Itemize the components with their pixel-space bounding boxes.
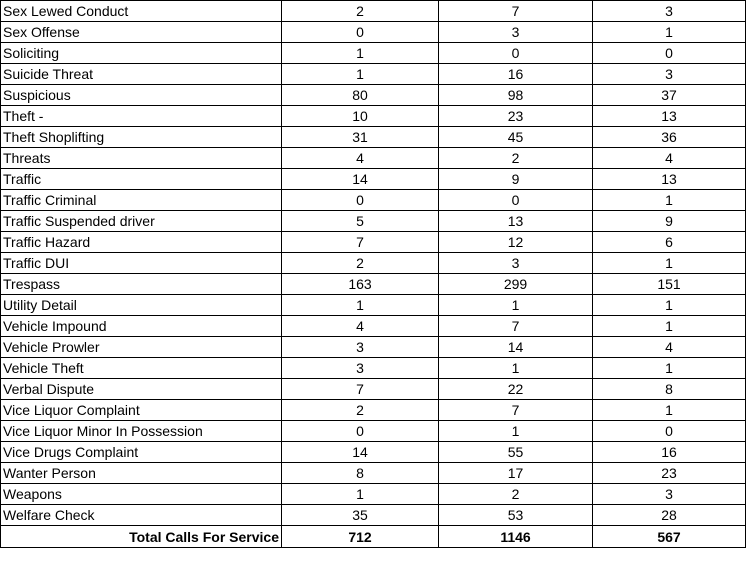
category-cell: Utility Detail: [1, 295, 282, 316]
value-cell-col-3: 3: [593, 1, 746, 22]
table-row: [1, 274, 746, 295]
table-row: [1, 400, 746, 421]
value-cell-col-1: 10: [282, 106, 439, 127]
category-cell: Sex Offense: [1, 22, 282, 43]
category-cell: Vehicle Theft: [1, 358, 282, 379]
value-cell-col-2: 299: [439, 274, 593, 295]
category-cell: Traffic DUI: [1, 253, 282, 274]
value-cell-col-2: 1: [439, 295, 593, 316]
value-cell-col-3: 1: [593, 295, 746, 316]
value-cell-col-3: 0: [593, 421, 746, 442]
value-cell-col-1: 1: [282, 64, 439, 85]
value-cell-col-2: 2: [439, 484, 593, 505]
value-cell-col-3: 4: [593, 337, 746, 358]
value-cell-col-2: 0: [439, 190, 593, 211]
total-col-3: 567: [593, 526, 746, 548]
table-row: [1, 106, 746, 127]
value-cell-col-1: 0: [282, 421, 439, 442]
table-row: [1, 190, 746, 211]
total-col-2: 1146: [439, 526, 593, 548]
category-cell: Suicide Threat: [1, 64, 282, 85]
category-cell: Theft -: [1, 106, 282, 127]
table-row: [1, 1, 746, 22]
value-cell-col-3: 1: [593, 253, 746, 274]
value-cell-col-2: 45: [439, 127, 593, 148]
table-row: [1, 505, 746, 526]
table-body: [1, 1, 746, 548]
value-cell-col-2: 14: [439, 337, 593, 358]
value-cell-col-1: 3: [282, 358, 439, 379]
value-cell-col-2: 7: [439, 316, 593, 337]
value-cell-col-1: 0: [282, 22, 439, 43]
value-cell-col-3: 1: [593, 316, 746, 337]
table-row: [1, 442, 746, 463]
table-row: [1, 43, 746, 64]
value-cell-col-1: 4: [282, 316, 439, 337]
value-cell-col-3: 16: [593, 442, 746, 463]
value-cell-col-2: 12: [439, 232, 593, 253]
value-cell-col-1: 80: [282, 85, 439, 106]
table-row: [1, 232, 746, 253]
value-cell-col-2: 3: [439, 22, 593, 43]
value-cell-col-2: 3: [439, 253, 593, 274]
category-cell: Sex Lewed Conduct: [1, 1, 282, 22]
value-cell-col-3: 0: [593, 43, 746, 64]
value-cell-col-2: 7: [439, 400, 593, 421]
table-row: [1, 22, 746, 43]
value-cell-col-2: 0: [439, 43, 593, 64]
table-row: [1, 295, 746, 316]
value-cell-col-1: 2: [282, 400, 439, 421]
table-row: [1, 358, 746, 379]
value-cell-col-1: 163: [282, 274, 439, 295]
value-cell-col-2: 53: [439, 505, 593, 526]
category-cell: Trespass: [1, 274, 282, 295]
category-cell: Welfare Check: [1, 505, 282, 526]
value-cell-col-2: 1: [439, 421, 593, 442]
table-row: [1, 148, 746, 169]
value-cell-col-1: 1: [282, 295, 439, 316]
value-cell-col-1: 7: [282, 232, 439, 253]
value-cell-col-3: 1: [593, 400, 746, 421]
table-row: [1, 484, 746, 505]
category-cell: Traffic Criminal: [1, 190, 282, 211]
value-cell-col-2: 17: [439, 463, 593, 484]
category-cell: Vehicle Prowler: [1, 337, 282, 358]
table-row: [1, 316, 746, 337]
value-cell-col-1: 1: [282, 43, 439, 64]
value-cell-col-1: 14: [282, 169, 439, 190]
value-cell-col-3: 1: [593, 190, 746, 211]
table-row: [1, 85, 746, 106]
table-row: [1, 337, 746, 358]
value-cell-col-3: 13: [593, 106, 746, 127]
category-cell: Vice Drugs Complaint: [1, 442, 282, 463]
value-cell-col-3: 6: [593, 232, 746, 253]
value-cell-col-2: 16: [439, 64, 593, 85]
value-cell-col-3: 1: [593, 358, 746, 379]
value-cell-col-1: 7: [282, 379, 439, 400]
table-row: [1, 211, 746, 232]
category-cell: Suspicious: [1, 85, 282, 106]
value-cell-col-1: 31: [282, 127, 439, 148]
table-row: [1, 169, 746, 190]
value-cell-col-2: 7: [439, 1, 593, 22]
category-cell: Traffic Suspended driver: [1, 211, 282, 232]
value-cell-col-2: 9: [439, 169, 593, 190]
value-cell-col-3: 9: [593, 211, 746, 232]
value-cell-col-3: 23: [593, 463, 746, 484]
value-cell-col-2: 13: [439, 211, 593, 232]
value-cell-col-2: 23: [439, 106, 593, 127]
category-cell: Threats: [1, 148, 282, 169]
value-cell-col-3: 3: [593, 484, 746, 505]
category-cell: Wanter Person: [1, 463, 282, 484]
table-row: [1, 253, 746, 274]
value-cell-col-1: 3: [282, 337, 439, 358]
total-label: Total Calls For Service: [1, 526, 282, 548]
value-cell-col-1: 5: [282, 211, 439, 232]
category-cell: Vice Liquor Minor In Possession: [1, 421, 282, 442]
value-cell-col-2: 22: [439, 379, 593, 400]
value-cell-col-3: 4: [593, 148, 746, 169]
category-cell: Vehicle Impound: [1, 316, 282, 337]
value-cell-col-3: 8: [593, 379, 746, 400]
category-cell: Weapons: [1, 484, 282, 505]
value-cell-col-3: 36: [593, 127, 746, 148]
value-cell-col-3: 151: [593, 274, 746, 295]
value-cell-col-1: 2: [282, 1, 439, 22]
table-row: [1, 379, 746, 400]
value-cell-col-2: 1: [439, 358, 593, 379]
value-cell-col-1: 35: [282, 505, 439, 526]
category-cell: Theft Shoplifting: [1, 127, 282, 148]
value-cell-col-1: 14: [282, 442, 439, 463]
value-cell-col-2: 2: [439, 148, 593, 169]
total-col-1: 712: [282, 526, 439, 548]
value-cell-col-1: 8: [282, 463, 439, 484]
value-cell-col-3: 37: [593, 85, 746, 106]
value-cell-col-1: 4: [282, 148, 439, 169]
table-row: [1, 64, 746, 85]
value-cell-col-2: 55: [439, 442, 593, 463]
table-row: [1, 421, 746, 442]
value-cell-col-1: 2: [282, 253, 439, 274]
value-cell-col-3: 3: [593, 64, 746, 85]
table-row: [1, 127, 746, 148]
value-cell-col-3: 1: [593, 22, 746, 43]
category-cell: Verbal Dispute: [1, 379, 282, 400]
category-cell: Soliciting: [1, 43, 282, 64]
value-cell-col-2: 98: [439, 85, 593, 106]
total-row: [1, 526, 746, 548]
value-cell-col-1: 0: [282, 190, 439, 211]
category-cell: Traffic: [1, 169, 282, 190]
category-cell: Vice Liquor Complaint: [1, 400, 282, 421]
value-cell-col-3: 13: [593, 169, 746, 190]
category-cell: Traffic Hazard: [1, 232, 282, 253]
value-cell-col-3: 28: [593, 505, 746, 526]
table-row: [1, 463, 746, 484]
value-cell-col-1: 1: [282, 484, 439, 505]
